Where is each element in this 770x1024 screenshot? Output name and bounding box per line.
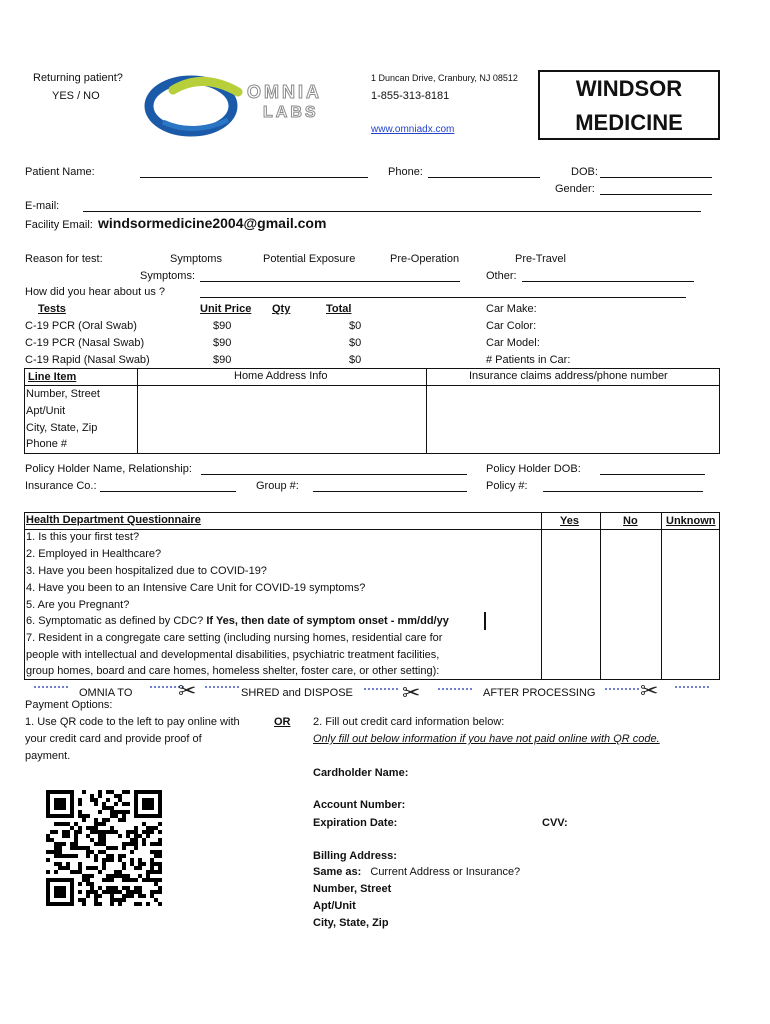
email-label: E-mail: <box>25 200 60 212</box>
total-header: Total <box>326 303 352 315</box>
insurance-co-field[interactable] <box>100 491 236 492</box>
hear-about-label: How did you hear about us ? <box>25 286 166 298</box>
car-make-label: Car Make: <box>486 303 537 315</box>
insurance-co-label: Insurance Co.: <box>25 480 97 492</box>
address-row-label: Phone # <box>26 438 67 450</box>
reason-option-exposure[interactable]: Potential Exposure <box>263 253 356 265</box>
table-divider <box>600 512 601 680</box>
billing-city-label: City, State, Zip <box>313 917 389 929</box>
policy-holder-field[interactable] <box>201 474 467 475</box>
test-name: C-19 Rapid (Nasal Swab) <box>25 354 150 366</box>
payment-qr-code[interactable] <box>46 790 162 906</box>
payment-options-title: Payment Options: <box>25 699 113 711</box>
qty-header: Qty <box>272 303 291 315</box>
question-6 <box>26 615 449 627</box>
question-5: 5. Are you Pregnant? <box>26 599 130 611</box>
other-field[interactable] <box>522 281 694 282</box>
home-address-header: Home Address Info <box>234 370 328 382</box>
symptoms-field[interactable] <box>200 281 460 282</box>
group-label: Group #: <box>256 480 299 492</box>
insurance-address-header: Insurance claims address/phone number <box>469 370 668 382</box>
logo-text-labs: LABS <box>263 104 319 121</box>
cut-dots <box>205 686 239 688</box>
table-divider <box>661 512 662 680</box>
question-7-line2: people with intellectual and developmental disabilities, psychiatric treatment facilities, <box>26 649 440 661</box>
patient-name-field[interactable] <box>140 177 368 178</box>
car-color-label: Car Color: <box>486 320 537 332</box>
dob-label: DOB: <box>571 166 598 178</box>
payment-option2-note: Only fill out below information if you have not paid online with QR code. <box>313 733 660 745</box>
question-6-text: 6. Symptomatic as defined by CDC? <box>26 615 204 627</box>
questionnaire-title: Health Department Questionnaire <box>26 514 201 526</box>
cut-dots <box>438 688 472 690</box>
after-processing-label: AFTER PROCESSING <box>483 687 596 699</box>
billing-apt-label: Apt/Unit <box>313 900 356 912</box>
policy-holder-dob-field[interactable] <box>600 474 705 475</box>
policy-holder-dob-label: Policy Holder DOB: <box>486 463 581 475</box>
clinic-name-line2: MEDICINE <box>575 110 683 135</box>
billing-street-label: Number, Street <box>313 883 392 895</box>
table-divider <box>24 385 720 386</box>
facility-email-label: Facility Email: <box>25 219 93 231</box>
scissors-icon: ✂ <box>402 680 421 705</box>
reason-option-preoperation[interactable]: Pre-Operation <box>390 253 460 265</box>
clinic-name-box <box>538 70 720 140</box>
answer-no-header: No <box>623 515 638 527</box>
unit-price-header: Unit Price <box>200 303 252 315</box>
test-name: C-19 PCR (Nasal Swab) <box>25 337 145 349</box>
test-name: C-19 PCR (Oral Swab) <box>25 320 137 332</box>
payment-option1-line2: your credit card and provide proof of <box>25 733 202 745</box>
answer-unknown-header: Unknown <box>666 515 716 527</box>
expiration-label: Expiration Date: <box>313 817 398 829</box>
other-label: Other: <box>486 270 517 282</box>
address-row-label: Apt/Unit <box>26 405 66 417</box>
phone-label: Phone: <box>388 166 423 178</box>
question-7-line1: 7. Resident in a congregate care setting (including nursing homes, residential care for <box>26 632 443 644</box>
hear-about-field[interactable] <box>200 297 686 298</box>
facility-email-value: windsormedicine2004@gmail.com <box>98 215 327 231</box>
lab-address: 1 Duncan Drive, Cranbury, NJ 08512 <box>371 73 518 83</box>
scissors-icon: ✂ <box>178 678 197 703</box>
payment-option1-line1: 1. Use QR code to the left to pay online with <box>25 716 240 728</box>
test-price: $90 <box>213 337 232 349</box>
same-as-row <box>313 866 520 878</box>
clinic-name-line1: WINDSOR <box>575 76 683 101</box>
returning-patient-options[interactable]: YES / NO <box>52 90 100 102</box>
reason-option-symptoms[interactable]: Symptoms <box>170 253 222 265</box>
home-address-field[interactable] <box>140 387 424 453</box>
payment-option1-line3: payment. <box>25 750 71 762</box>
omnia-to-label: OMNIA TO <box>79 687 133 699</box>
shred-label: SHRED and DISPOSE <box>241 687 353 699</box>
question-7-line3: group homes, board and care homes, homeless shelter, foster care, or other setting): <box>26 665 440 677</box>
test-price: $90 <box>213 320 232 332</box>
test-total: $0 <box>349 320 362 332</box>
table-divider <box>426 368 427 454</box>
dob-field[interactable] <box>600 177 712 178</box>
billing-address-label: Billing Address: <box>313 850 397 862</box>
answer-yes-header: Yes <box>560 515 579 527</box>
scissors-icon: ✂ <box>640 678 659 703</box>
policy-number-field[interactable] <box>543 491 703 492</box>
patient-name-label: Patient Name: <box>25 166 95 178</box>
cut-dots <box>34 686 68 688</box>
reason-label: Reason for test: <box>25 253 103 265</box>
line-item-header: Line Item <box>28 371 77 383</box>
test-price: $90 <box>213 354 232 366</box>
cardholder-label: Cardholder Name: <box>313 767 409 779</box>
address-row-label: City, State, Zip <box>26 422 98 434</box>
email-field[interactable] <box>83 211 701 212</box>
lab-website-link[interactable]: www.omniadx.com <box>371 124 455 135</box>
question-1: 1. Is this your first test? <box>26 531 140 543</box>
insurance-address-field[interactable] <box>429 387 718 453</box>
group-field[interactable] <box>313 491 467 492</box>
cut-dots <box>605 688 639 690</box>
phone-field[interactable] <box>428 177 540 178</box>
same-as-label: Same as: <box>313 866 362 878</box>
cut-dots <box>364 688 398 690</box>
question-4: 4. Have you been to an Intensive Care Unit for COVID-19 symptoms? <box>26 582 366 594</box>
cvv-label: CVV: <box>542 817 568 829</box>
text-cursor <box>484 612 486 630</box>
same-as-value[interactable]: Current Address or Insurance? <box>370 866 521 878</box>
payment-or: OR <box>274 716 291 728</box>
account-number-label: Account Number: <box>313 799 406 811</box>
gender-field[interactable] <box>600 194 712 195</box>
question-3: 3. Have you been hospitalized due to COVID-19? <box>26 565 267 577</box>
table-divider <box>137 368 138 454</box>
policy-holder-label: Policy Holder Name, Relationship: <box>25 463 192 475</box>
returning-patient-label: Returning patient? <box>33 72 123 84</box>
symptoms-label: Symptoms: <box>140 270 196 282</box>
table-divider <box>24 529 720 530</box>
lab-phone: 1-855-313-8181 <box>371 90 450 102</box>
patients-in-car-label: # Patients in Car: <box>486 354 571 366</box>
test-total: $0 <box>349 354 362 366</box>
question-6-onset-text: If Yes, then date of symptom onset - mm/dd/yy <box>206 615 449 627</box>
table-divider <box>541 512 542 680</box>
reason-option-pretravel[interactable]: Pre-Travel <box>515 253 566 265</box>
question-2: 2. Employed in Healthcare? <box>26 548 162 560</box>
policy-number-label: Policy #: <box>486 480 528 492</box>
logo-text-omnia: OMNIA <box>247 82 322 102</box>
payment-option2: 2. Fill out credit card information below: <box>313 716 505 728</box>
omnia-labs-logo <box>143 70 353 138</box>
address-row-label: Number, Street <box>26 388 100 400</box>
gender-label: Gender: <box>555 183 595 195</box>
cut-dots <box>675 686 709 688</box>
test-total: $0 <box>349 337 362 349</box>
tests-header: Tests <box>38 303 66 315</box>
car-model-label: Car Model: <box>486 337 540 349</box>
